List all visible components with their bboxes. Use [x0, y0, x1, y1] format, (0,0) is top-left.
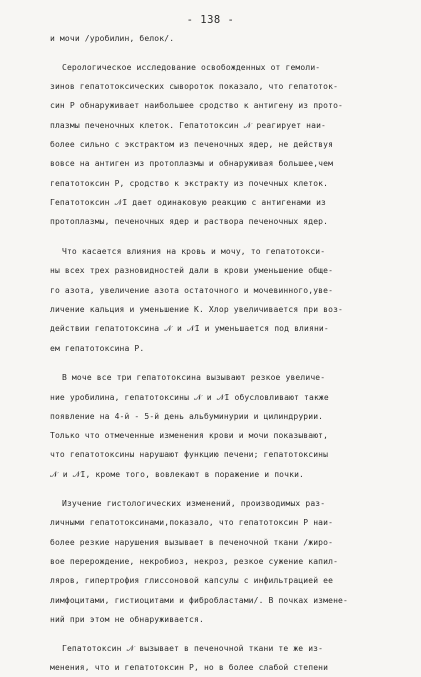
text-line: вое перерождение, некробиоз, некроз, резкое сужение капил-: [50, 557, 339, 566]
text-line: Гепатотоксин 𝒩 вызывает в печеночной ткани те же из-: [62, 644, 324, 653]
text-line: действии гепатотоксина 𝒩 и 𝒩I и уменьшается под влияни-: [50, 324, 329, 333]
text-line: более сильно с экстрактом из печеночных ядер, не действуя: [50, 140, 334, 149]
text-line: лимфоцитами, гистиоцитами и фибробластами/. В почках измене-: [50, 596, 348, 605]
text-line: го азота, увеличение азота остаточного и мочевинного,уве-: [50, 286, 334, 295]
text-line: В моче все три гепатотоксина вызывают резкое увеличе-: [62, 373, 326, 382]
text-line: Только что отмеченные изменения крови и мочи показывают,: [50, 431, 329, 440]
text-line: личными гепатотоксинами,показало, что гепатотоксин Р наи-: [50, 518, 334, 527]
text-line: что гепатотоксины нарушают функцию печени; гепатотоксины: [50, 450, 329, 459]
text-line: ем гепатотоксина Р.: [50, 344, 145, 353]
text-line: и мочи /уробилин, белок/.: [50, 34, 175, 43]
text-line: Что касается влияния на кровь и мочу, то гепатотокси-: [62, 247, 326, 256]
page-number: - 138 -: [186, 14, 235, 26]
text-line: более резкие нарушения вызывает в печеночной ткани /жиро-: [50, 538, 334, 547]
text-line: ляров, гипертрофия глиссоновой капсулы с инфильтрацией ее: [50, 576, 334, 585]
text-line: вовсе на антиген из протоплазмы и обнаруживая большее,чем: [50, 159, 334, 168]
text-line: зинов гепатотоксических сывороток показало, что гепатоток-: [50, 82, 339, 91]
text-line: ний при этом не обнаруживается.: [50, 615, 204, 624]
text-line: менения, что и гепатотоксин Р, но в более слабой степени: [50, 663, 329, 672]
text-line: ние уробилина, гепатотоксины 𝒩 и 𝒩I обусловливают также: [50, 393, 329, 402]
text-line: 𝒩 и 𝒩I, кроме того, вовлекают в поражение и почки.: [50, 470, 305, 479]
text-line: личение кальция и уменьшение К. Хлор увеличивается при воз-: [50, 305, 344, 314]
text-line: ны всех трех разновидностей дали в крови уменьшение обще-: [50, 266, 334, 275]
text-line: появление на 4-й - 5-й день альбуминурии и цилиндрурии.: [50, 412, 324, 421]
text-line: Гепатотоксин 𝒩I дает одинаковую реакцию с антигенами из: [50, 198, 326, 207]
text-line: Серологическое исследование освобожденных от гемоли-: [62, 63, 321, 72]
text-line: син Р обнаруживает наибольшее сродство к антигену из прото-: [50, 101, 344, 110]
text-line: протоплазмы, печеночных ядер и раствора печеночных ядер.: [50, 217, 329, 226]
text-line: гепатотоксин Р, сродство к экстракту из почечных клеток.: [50, 179, 329, 188]
text-line: плазмы печеночных клеток. Гепатотоксин 𝒩 реагирует наи-: [50, 121, 326, 130]
text-line: Изучение гистологических изменений, производимых раз-: [62, 499, 326, 508]
